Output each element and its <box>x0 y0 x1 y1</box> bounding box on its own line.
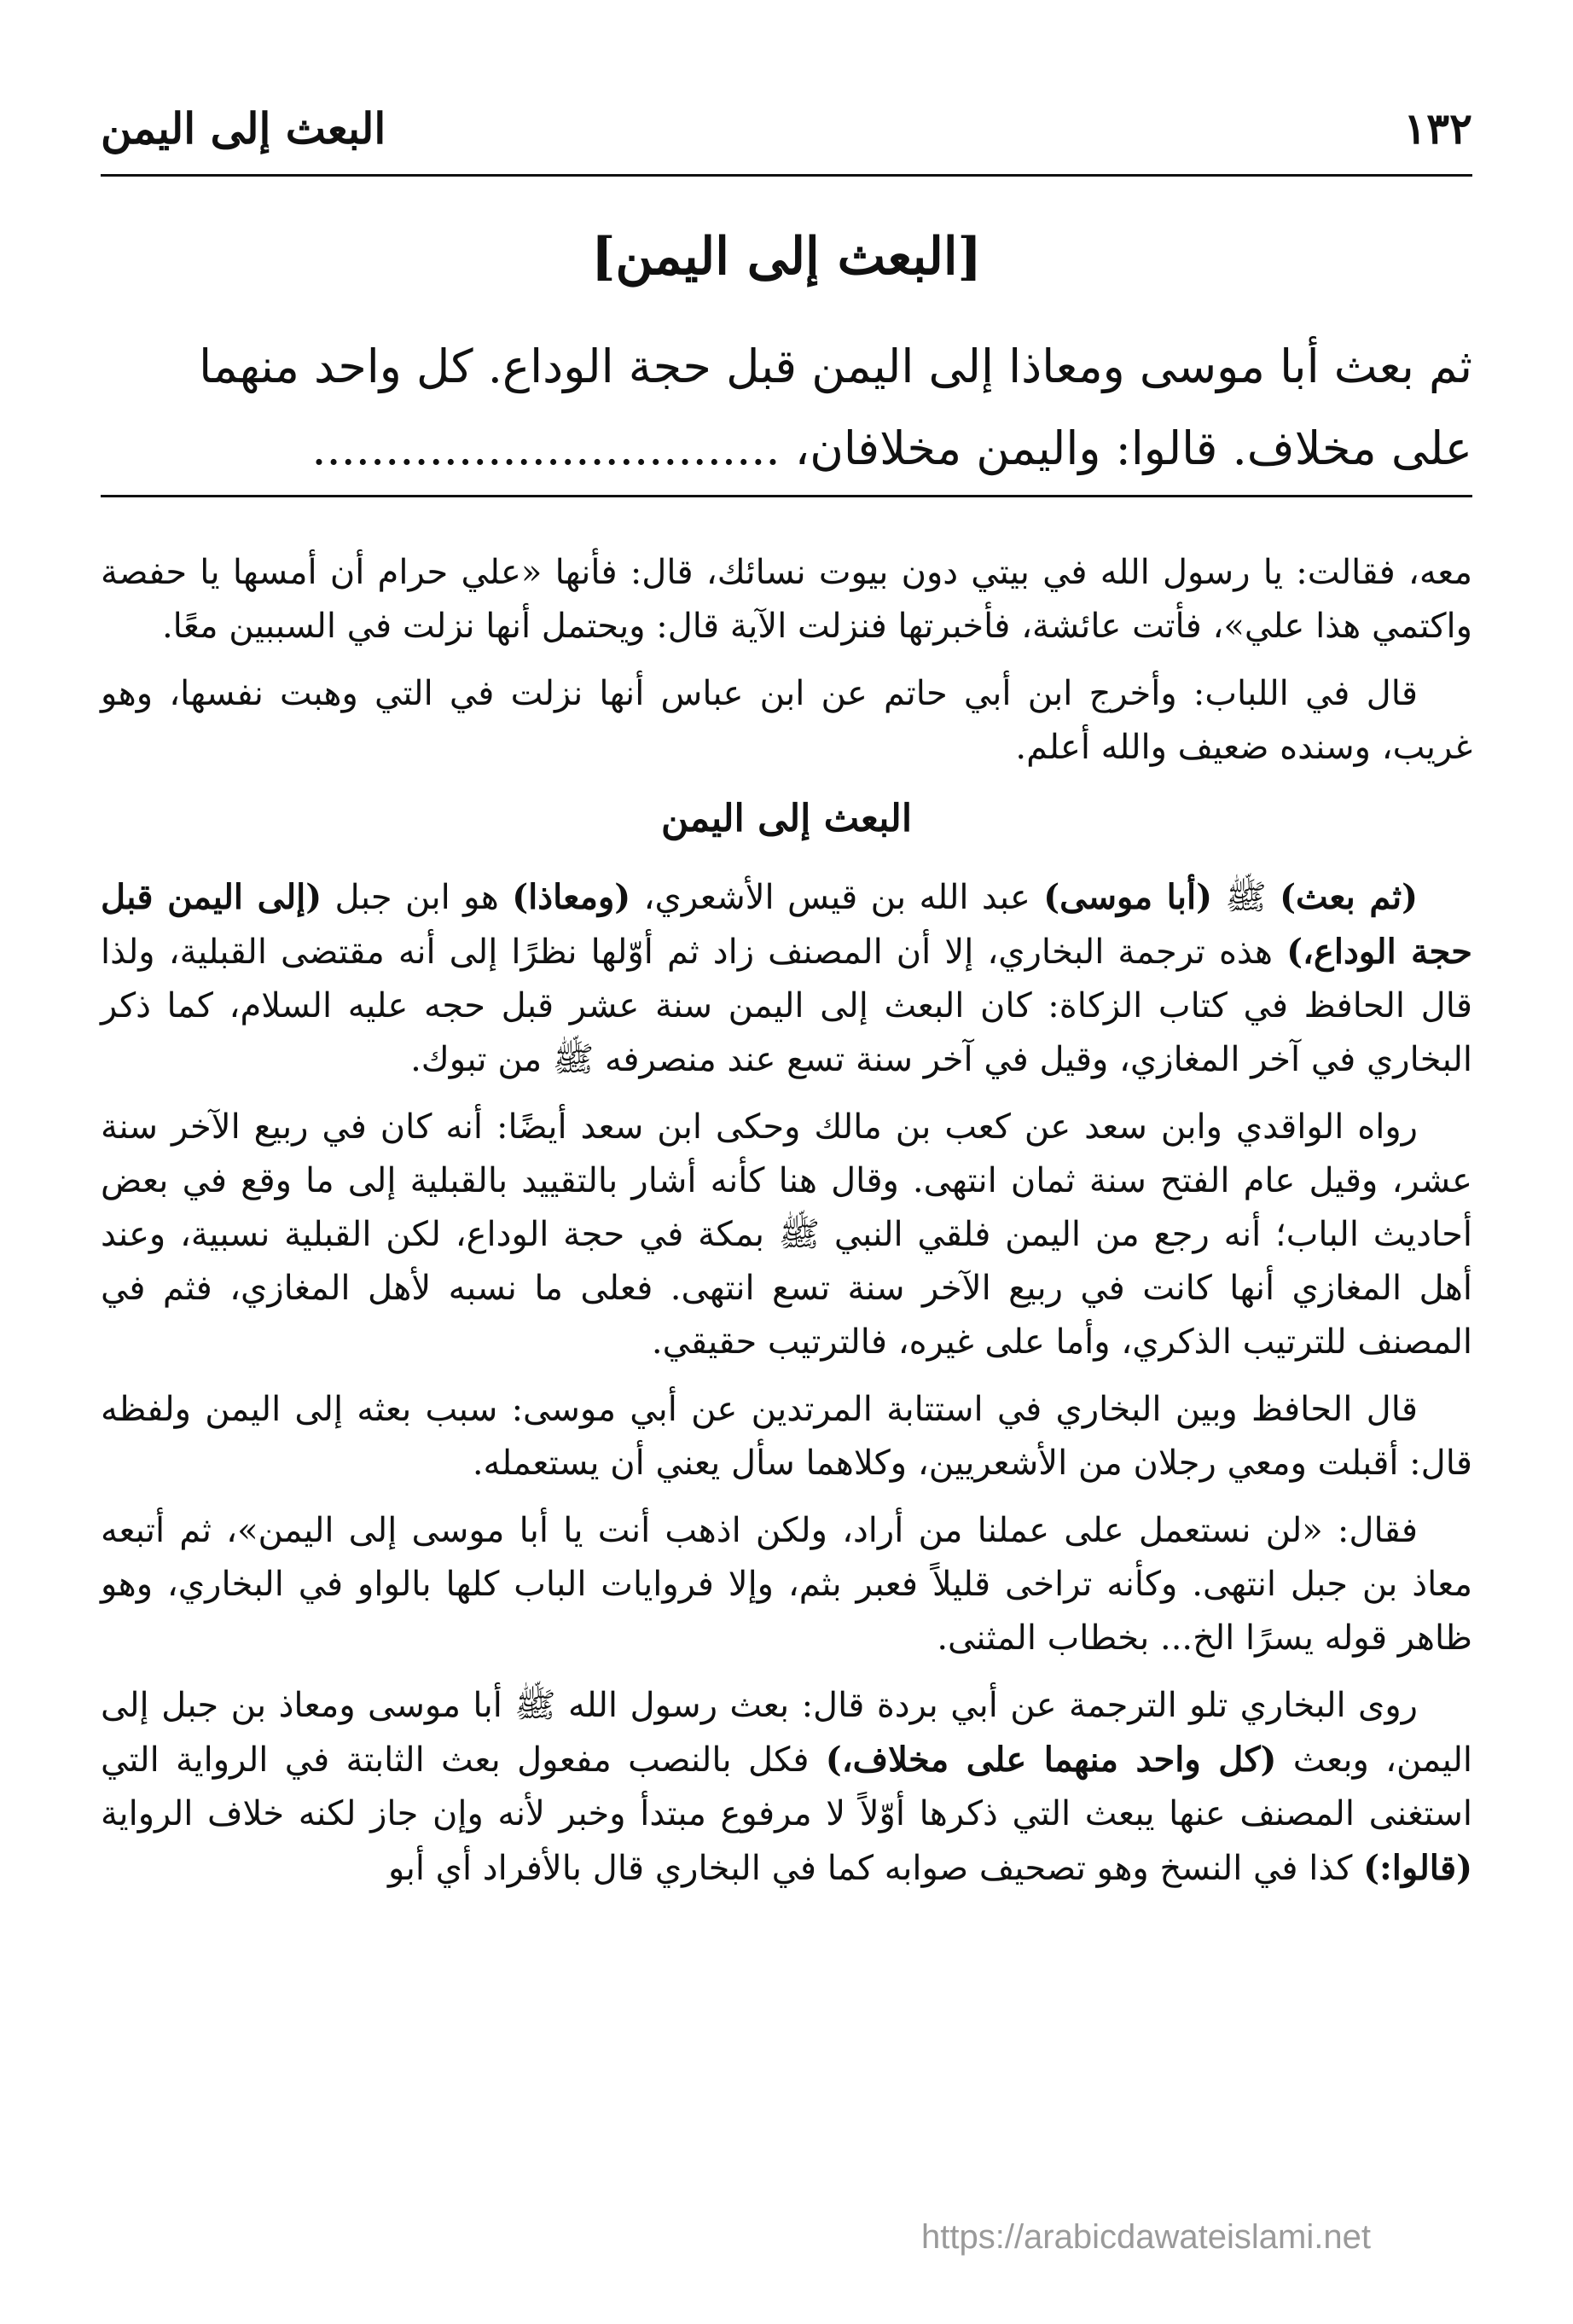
commentary-text: عبد الله بن قيس الأشعري، <box>630 878 1044 917</box>
running-header <box>101 82 1472 154</box>
matn-quote: (أبا موسى) <box>1043 877 1213 917</box>
matn-separator-rule <box>101 495 1472 497</box>
matn-line-1: ثم بعث أبا موسى ومعاذا إلى اليمن قبل حجة الوداع. كل واحد منهما <box>199 340 1472 393</box>
matn-quote: (ومعاذا) <box>512 877 631 917</box>
commentary-paragraph-3 <box>101 870 1472 1087</box>
commentary-text: هو ابن جبل <box>322 878 513 917</box>
matn-line-2 <box>101 408 1472 490</box>
watermark-url: https://arabicdawateislami.net <box>921 2218 1371 2256</box>
matn-quote: (قالوا:) <box>1363 1848 1472 1888</box>
commentary-paragraph-5: قال الحافظ وبين البخاري في استتابة المرتدين عن أبي موسى: سبب بعثه إلى اليمن ولفظه قال: أقبلت ومعي رجلان من الأشعريين، وكلاهما سأل يعني أن يستعمله. <box>101 1390 1472 1483</box>
commentary-paragraph-1: معه، فقالت: يا رسول الله في بيتي دون بيوت نسائك، قال: فأنها «علي حرام أن أمسها يا حفصة واكتمي هذا علي»، فأتت عائشة، فأخبرتها فنزلت الآية قال: ويحتمل أنها نزلت في السببين معًا. <box>101 553 1472 646</box>
matn-title: [البعث إلى اليمن] <box>591 227 982 287</box>
page-number: ١٣٢ <box>1403 103 1472 154</box>
commentary-text: فكل بالنصب مفعول بعث الثابتة في الرواية التي استغنى المصنف عنها يبعث التي ذكرها أوّلاً لا مرفوع مبتدأ وخبر لأنه وإن جاز لكنه خلاف الرواية <box>101 1740 1472 1833</box>
commentary-paragraph-4: رواه الواقدي وابن سعد عن كعب بن مالك وحكى ابن سعد أيضًا: أنه كان في ربيع الآخر سنة عشر، وقيل عام الفتح سنة ثمان انتهى. وقال هنا كأنه أشار بالتقييد بالقبلية إلى ما وقع في بعض أحاديث الباب؛ أنه رجع من اليمن فلقي النبي ﷺ بمكة في حجة الوداع، لكن القبلية نسبية، وعند أهل المغازي أنها كانت في ربيع الآخر سنة تسع انتهى. فعلى ما نسبه لأهل المغازي، فثم في المصنف للترتيب الذكري، وأما على غيره، فالترتيب حقيقي. <box>101 1107 1472 1362</box>
header-rule <box>101 174 1472 177</box>
commentary-paragraph-7 <box>101 1679 1472 1896</box>
commentary-paragraph-6: فقال: «لن نستعمل على عملنا من أراد، ولكن اذهب أنت يا أبا موسى إلى اليمن»، ثم أتبعه معاذ بن جبل انتهى. وكأنه تراخى قليلاً فعبر بثم، وإلا فروايات الباب كلها بالواو في البخاري، وهو ظاهر قوله يسرًا الخ... بخطاب المثنى. <box>101 1511 1472 1658</box>
commentary-text: ﷺ <box>1212 878 1280 917</box>
commentary <box>101 546 1472 1909</box>
matn-dots: ................................ <box>311 421 781 475</box>
commentary-text: كذا في النسخ وهو تصحيف صوابه كما في البخاري قال بالأفراد أي أبو <box>388 1849 1364 1888</box>
section-heading: البعث إلى اليمن <box>660 797 913 840</box>
matn-line-2-text: على مخلاف. قالوا: واليمن مخلافان، <box>794 421 1472 475</box>
matn-quote: (كل واحد منهما على مخلاف،) <box>825 1740 1277 1780</box>
commentary-text: هذه ترجمة البخاري، إلا أن المصنف زاد ثم أوّلها نظرًا إلى أنه مقتضى القبلية، ولذا قال الحافظ في كتاب الزكاة: كان البعث إلى اليمن سنة عشر قبل حجه عليه السلام، كما ذكر البخاري في آخر المغازي، وقيل في آخر سنة تسع عند منصرفه ﷺ من تبوك. <box>101 933 1472 1079</box>
matn-quote: (إلى اليمن قبل حجة الوداع،) <box>101 877 1473 972</box>
commentary-paragraph-2: قال في اللباب: وأخرج ابن أبي حاتم عن ابن عباس أنها نزلت في التي وهبت نفسها، وهو غريب، وسنده ضعيف والله أعلم. <box>101 674 1472 767</box>
matn-quote: (ثم بعث) <box>1280 877 1419 917</box>
running-title: البعث إلى اليمن <box>101 103 386 154</box>
matn-text <box>101 326 1472 490</box>
commentary-text: روى البخاري تلو الترجمة عن أبي بردة قال: بعث رسول الله ﷺ أبا موسى ومعاذ بن جبل إلى اليمن، وبعث <box>101 1686 1472 1780</box>
